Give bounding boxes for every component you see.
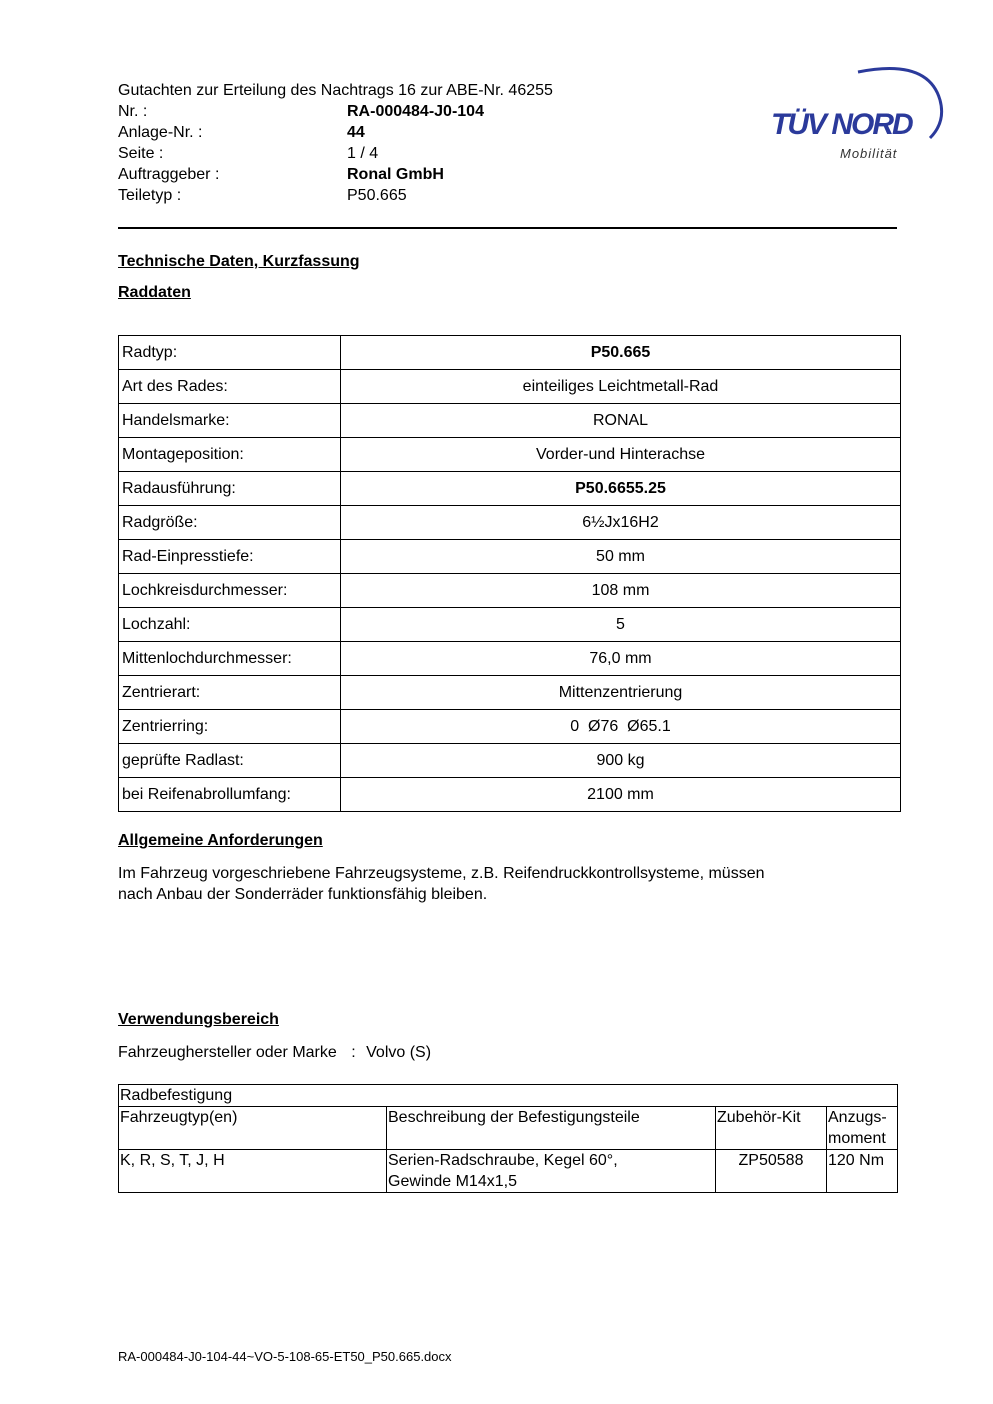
row-value: 0 Ø76 Ø65.1 (341, 710, 901, 744)
header-label-anlage: Anlage-Nr. : (118, 124, 203, 141)
section-verwendungsbereich: Verwendungsbereich (118, 1011, 279, 1028)
row-value: einteiliges Leichtmetall-Rad (341, 370, 901, 404)
row-label: Radtyp: (119, 336, 341, 370)
row-label: Rad-Einpresstiefe: (119, 540, 341, 574)
table-row (119, 710, 901, 744)
row-value: 76,0 mm (341, 642, 901, 676)
row-value: 50 mm (341, 540, 901, 574)
table-row (119, 642, 901, 676)
row-label: Radgröße: (119, 506, 341, 540)
row-value: P50.665 (341, 336, 901, 370)
header-label-nr: Nr. : (118, 103, 148, 120)
table-row (119, 540, 901, 574)
table-row (119, 370, 901, 404)
header-label-seite: Seite : (118, 145, 164, 162)
row-label: Lochzahl: (119, 608, 341, 642)
hersteller-label: Fahrzeughersteller oder Marke (118, 1044, 337, 1061)
tuv-nord-logo (768, 60, 948, 170)
row-label: bei Reifenabrollumfang: (119, 778, 341, 812)
row-label: Mittenlochdurchmesser: (119, 642, 341, 676)
header-fahrzeugtypen: Fahrzeugtyp(en) (119, 1107, 387, 1150)
row-value: P50.6655.25 (341, 472, 901, 506)
header-value-auftraggeber: Ronal GmbH (347, 166, 444, 183)
row-label: Handelsmarke: (119, 404, 341, 438)
row-label: Radausführung: (119, 472, 341, 506)
table-row (119, 404, 901, 438)
row-value: 5 (341, 608, 901, 642)
header-value-teiletyp: P50.665 (347, 187, 407, 204)
row-label: geprüfte Radlast: (119, 744, 341, 778)
table-header-row (119, 1107, 898, 1150)
section-technische-daten: Technische Daten, Kurzfassung (118, 253, 360, 270)
row-label: Montageposition: (119, 438, 341, 472)
header-label-auftraggeber: Auftraggeber : (118, 166, 220, 183)
header-label-teiletyp: Teiletyp : (118, 187, 182, 204)
allgemeine-paragraph (118, 863, 765, 905)
header-value-seite: 1 / 4 (347, 145, 379, 162)
row-label: Zentrierring: (119, 710, 341, 744)
section-raddaten: Raddaten (118, 284, 191, 301)
header-value-anlage: 44 (347, 124, 365, 141)
row-value: 2100 mm (341, 778, 901, 812)
report-title-text: Gutachten zur Erteilung des Nachtrags 16 zur ABE-Nr. 46255 (118, 82, 553, 99)
logo-brand: TÜV NORD (771, 108, 912, 141)
cell-beschreibung (387, 1150, 716, 1193)
table-row (119, 1150, 898, 1193)
header-beschreibung: Beschreibung der Befestigungsteile (387, 1107, 716, 1150)
header-value-nr: RA-000484-J0-104 (347, 103, 484, 120)
cell-beschreibung-line-2: Gewinde M14x1,5 (388, 1173, 517, 1190)
table-row (119, 438, 901, 472)
logo-subtitle: Mobilität (840, 146, 898, 161)
cell-zubehoer-kit: ZP50588 (716, 1150, 827, 1193)
cell-anzugsmoment: 120 Nm (827, 1150, 898, 1193)
table-row (119, 608, 901, 642)
section-allgemeine-anforderungen: Allgemeine Anforderungen (118, 832, 323, 849)
table-row (119, 574, 901, 608)
header-anzugsmoment (827, 1107, 898, 1150)
hersteller-value: Volvo (S) (366, 1044, 432, 1061)
table-row (119, 336, 901, 370)
hersteller-separator: : (351, 1044, 356, 1061)
row-value: Vorder-und Hinterachse (341, 438, 901, 472)
allgemeine-line-2: nach Anbau der Sonderräder funktionsfähig bleiben. (118, 886, 488, 903)
raddaten-table (118, 335, 901, 812)
row-label: Lochkreisdurchmesser: (119, 574, 341, 608)
header-anzugsmoment-line-2: moment (828, 1130, 886, 1147)
row-value: Mittenzentrierung (341, 676, 901, 710)
header-divider (118, 227, 897, 229)
table-row (119, 472, 901, 506)
table-row (119, 778, 901, 812)
report-title (118, 80, 553, 101)
table-row (119, 506, 901, 540)
row-value: 900 kg (341, 744, 901, 778)
table-title: Radbefestigung (119, 1085, 898, 1107)
row-value: RONAL (341, 404, 901, 438)
header-zubehoer-kit: Zubehör-Kit (716, 1107, 827, 1150)
cell-beschreibung-line-1: Serien-Radschraube, Kegel 60°, (388, 1152, 618, 1169)
row-label: Art des Rades: (119, 370, 341, 404)
table-row (119, 1085, 898, 1107)
row-value: 108 mm (341, 574, 901, 608)
row-label: Zentrierart: (119, 676, 341, 710)
hersteller-line (118, 1042, 431, 1063)
cell-fahrzeugtypen: K, R, S, T, J, H (119, 1150, 387, 1193)
radbefestigung-table (118, 1084, 898, 1193)
allgemeine-line-1: Im Fahrzeug vorgeschriebene Fahrzeugsysteme, z.B. Reifendruckkontrollsysteme, müssen (118, 865, 765, 882)
row-value: 6½Jx16H2 (341, 506, 901, 540)
header-anzugsmoment-line-1: Anzugs- (828, 1109, 887, 1126)
table-row (119, 676, 901, 710)
footer-filename: RA-000484-J0-104-44~VO-5-108-65-ET50_P50.665.docx (118, 1349, 452, 1364)
table-row (119, 744, 901, 778)
